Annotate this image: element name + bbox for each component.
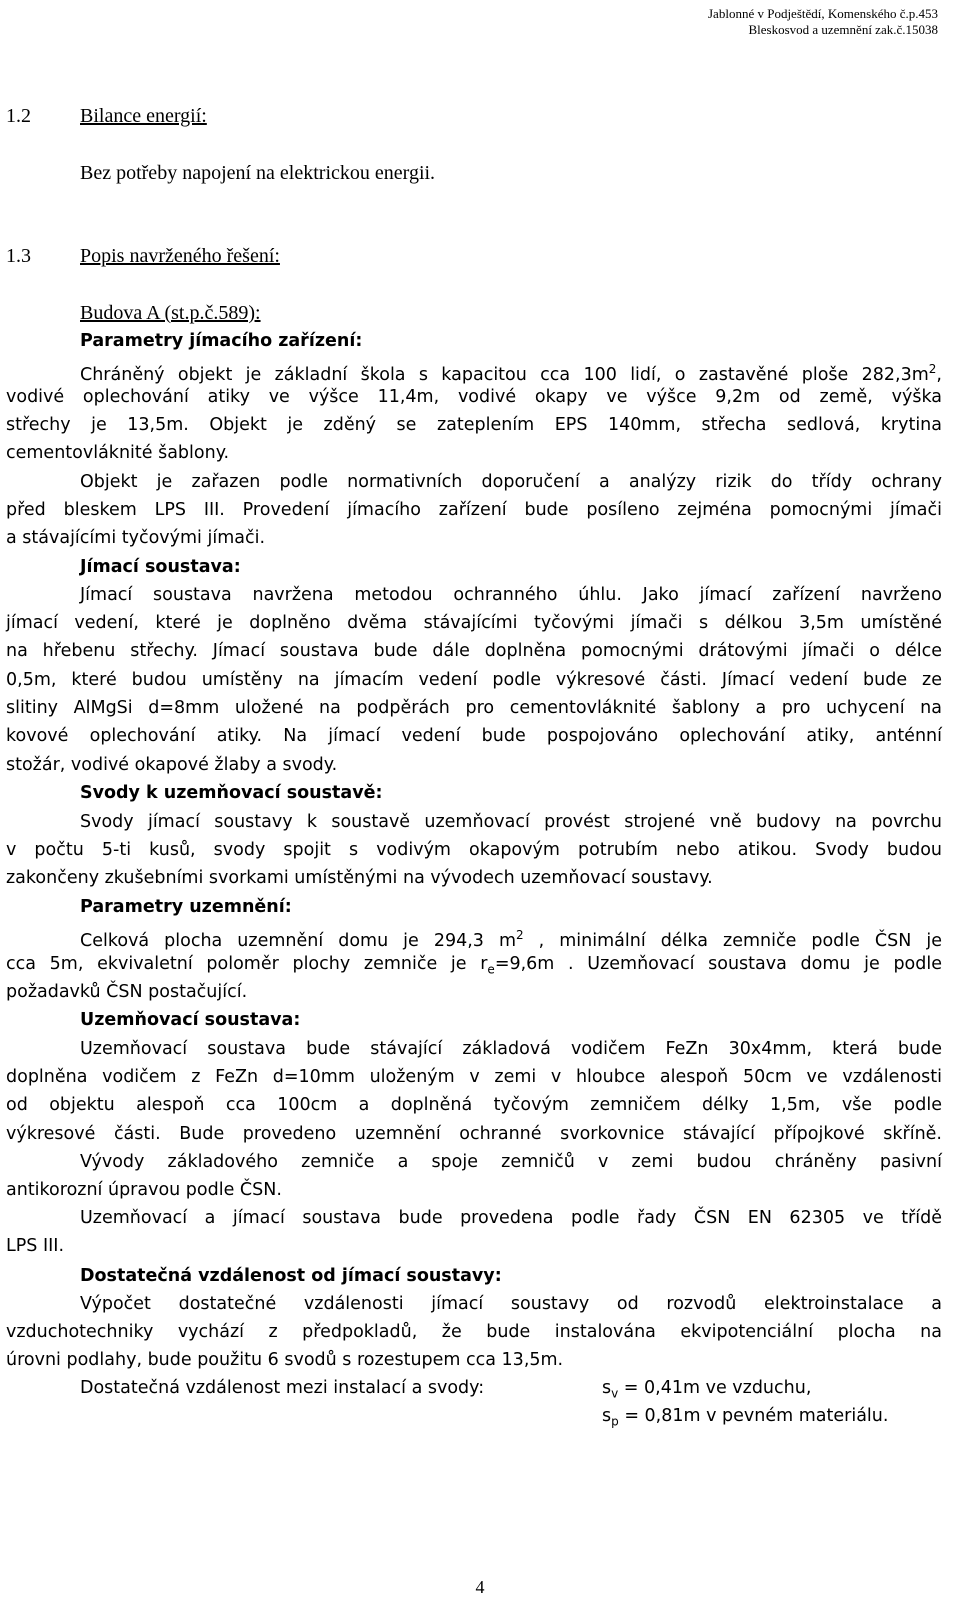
paragraph-5-line: cca 5m, ekvivaletní poloměr plochy zemniče je $r_e=9,6m$ . Uzemňovací soustava domu je podle bbox=[6, 954, 942, 977]
distance-air-line: Dostatečná vzdálenost mezi instalací a svody: $s_v = 0,41m$ ve vzduchu, bbox=[80, 1374, 942, 1408]
paragraph-2-line: Objekt je zařazen podle normativních doporučení a analýzy rizik do třídy ochrany bbox=[80, 472, 942, 492]
distance-label: Dostatečná vzdálenost mezi instalací a svody: bbox=[80, 1378, 485, 1398]
paragraph-4-line: v počtu 5-ti kusů, svody spojit s vodivým okapovým potrubím nebo atikou. Svody budou bbox=[6, 840, 942, 860]
paragraph-3-line: na hřebenu střechy. Jímací soustava bude dále doplněna pomocnými drátovými jímači o délce bbox=[6, 641, 942, 661]
paragraph-5-line: požadavků ČSN postačující. bbox=[6, 982, 248, 1002]
paragraph-3-line: 0,5m, které budou umístěny na jímacím vedení podle výkresové části. Jímací vedení bude ze bbox=[6, 670, 942, 690]
paragraph-6-line: od objektu alespoň cca 100cm a doplněná tyčovým zemničem délky 1,5m, vše podle bbox=[6, 1095, 942, 1115]
paragraph-7-line: antikorozní úpravou podle ČSN. bbox=[6, 1180, 282, 1200]
paragraph-4-line: zakončeny zkušebními svorkami umístěnými na vývodech uzemňovací soustavy. bbox=[6, 868, 713, 888]
paragraph-5-line: Celková plocha uzemnění domu je 294,3 $m^2$ , minimální délka zemniče podle ČSN je bbox=[80, 928, 942, 951]
paragraph-8-line: Uzemňovací a jímací soustava bude provedena podle řady ČSN EN 62305 ve třídě bbox=[80, 1208, 942, 1228]
paragraph-6-line: doplněna vodičem z FeZn d=10mm uloženým v zemi v hloubce alespoň 50cm ve vzdálenosti bbox=[6, 1067, 942, 1087]
building-heading: Budova A (st.p.č.589): bbox=[80, 302, 261, 324]
paragraph-9-line: Výpočet dostatečné vzdálenosti jímací soustavy od rozvodů elektroinstalace a bbox=[80, 1294, 942, 1314]
uzemneni-heading: Parametry uzemnění: bbox=[80, 897, 292, 917]
paragraph-1-line: cementovláknité šablony. bbox=[6, 443, 230, 463]
paragraph-3-line: jímací vedení, které je doplněno dvěma stávajícími tyčovými jímači s délkou 3,5m umístěné bbox=[6, 613, 942, 633]
jimaci-heading: Jímací soustava: bbox=[80, 557, 241, 577]
section-number: 1.2 bbox=[6, 105, 31, 127]
section-1-2-heading bbox=[6, 102, 942, 130]
paragraph-9-line: vzduchotechniky vychází z předpokladů, že bude instalována ekvipotenciální plocha na bbox=[6, 1322, 942, 1342]
paragraph-3-line: slitiny AlMgSi d=8mm uložené na podpěrách pro cementovláknité šablony a pro uchycení na bbox=[6, 698, 942, 718]
section-1-2-text: Bez potřeby napojení na elektrickou energii. bbox=[80, 162, 436, 184]
paragraph-7-line: Vývody základového zemniče a spoje zemničů v zemi budou chráněny pasivní bbox=[80, 1152, 942, 1172]
header-line-2: Bleskosvod a uzemnění zak.č.15038 bbox=[748, 22, 938, 37]
section-number: 1.3 bbox=[6, 245, 31, 267]
svody-heading: Svody k uzemňovací soustavě: bbox=[80, 783, 383, 803]
soustava-heading: Uzemňovací soustava: bbox=[80, 1010, 301, 1030]
section-title: Bilance energií: bbox=[80, 105, 207, 127]
paragraph-2-line: před bleskem LPS III. Provedení jímacího zařízení bude posíleno zejména pomocnými jímači bbox=[6, 500, 942, 520]
distance-material-line: $s_p = 0,81m$ v pevném materiálu. bbox=[602, 1406, 889, 1429]
paragraph-6-line: Uzemňovací soustava bude stávající základová vodičem FeZn 30x4mm, která bude bbox=[80, 1039, 942, 1059]
paragraph-3-line: Jímací soustava navržena metodou ochranného úhlu. Jako jímací zařízení navrženo bbox=[80, 585, 942, 605]
header-line-1: Jablonné v Podještědí, Komenského č.p.453 bbox=[708, 6, 938, 21]
section-title: Popis navrženého řešení: bbox=[80, 245, 280, 267]
section-1-3-heading bbox=[6, 242, 942, 270]
page-header bbox=[708, 6, 938, 38]
paragraph-8-line: LPS III. bbox=[6, 1236, 65, 1256]
paragraph-4-line: Svody jímací soustavy k soustavě uzemňovací provést strojené vně budovy na povrchu bbox=[80, 812, 942, 832]
paragraph-3-line: kovové oplechování atiky. Na jímací vedení bude pospojováno oplechování atiky, anténní bbox=[6, 726, 942, 746]
paragraph-3-line: stožár, vodivé okapové žlaby a svody. bbox=[6, 755, 338, 775]
distance-heading: Dostatečná vzdálenost od jímací soustavy: bbox=[80, 1266, 502, 1286]
paragraph-1-line: vodivé oplechování atiky ve výšce 11,4m, vodivé okapy ve výšce 9,2m od země, výška bbox=[6, 387, 942, 407]
paragraph-1-line: Chráněný objekt je základní škola s kapacitou cca 100 lidí, o zastavěné ploše $282,3m^2$, bbox=[80, 362, 942, 385]
paragraph-9-line: úrovni podlahy, bude použitu 6 svodů s rozestupem cca 13,5m. bbox=[6, 1350, 564, 1370]
paragraph-6-line: výkresové části. Bude provedeno uzemnění ochranné svorkovnice stávající přípojkové skříně. bbox=[6, 1124, 942, 1144]
paragraph-2-line: a stávajícími tyčovými jímači. bbox=[6, 528, 266, 548]
page-number: 4 bbox=[475, 1577, 485, 1597]
params-heading: Parametry jímacího zařízení: bbox=[80, 331, 363, 351]
paragraph-1-line: střechy je 13,5m. Objekt je zděný se zateplením EPS 140mm, střecha sedlová, krytina bbox=[6, 415, 942, 435]
